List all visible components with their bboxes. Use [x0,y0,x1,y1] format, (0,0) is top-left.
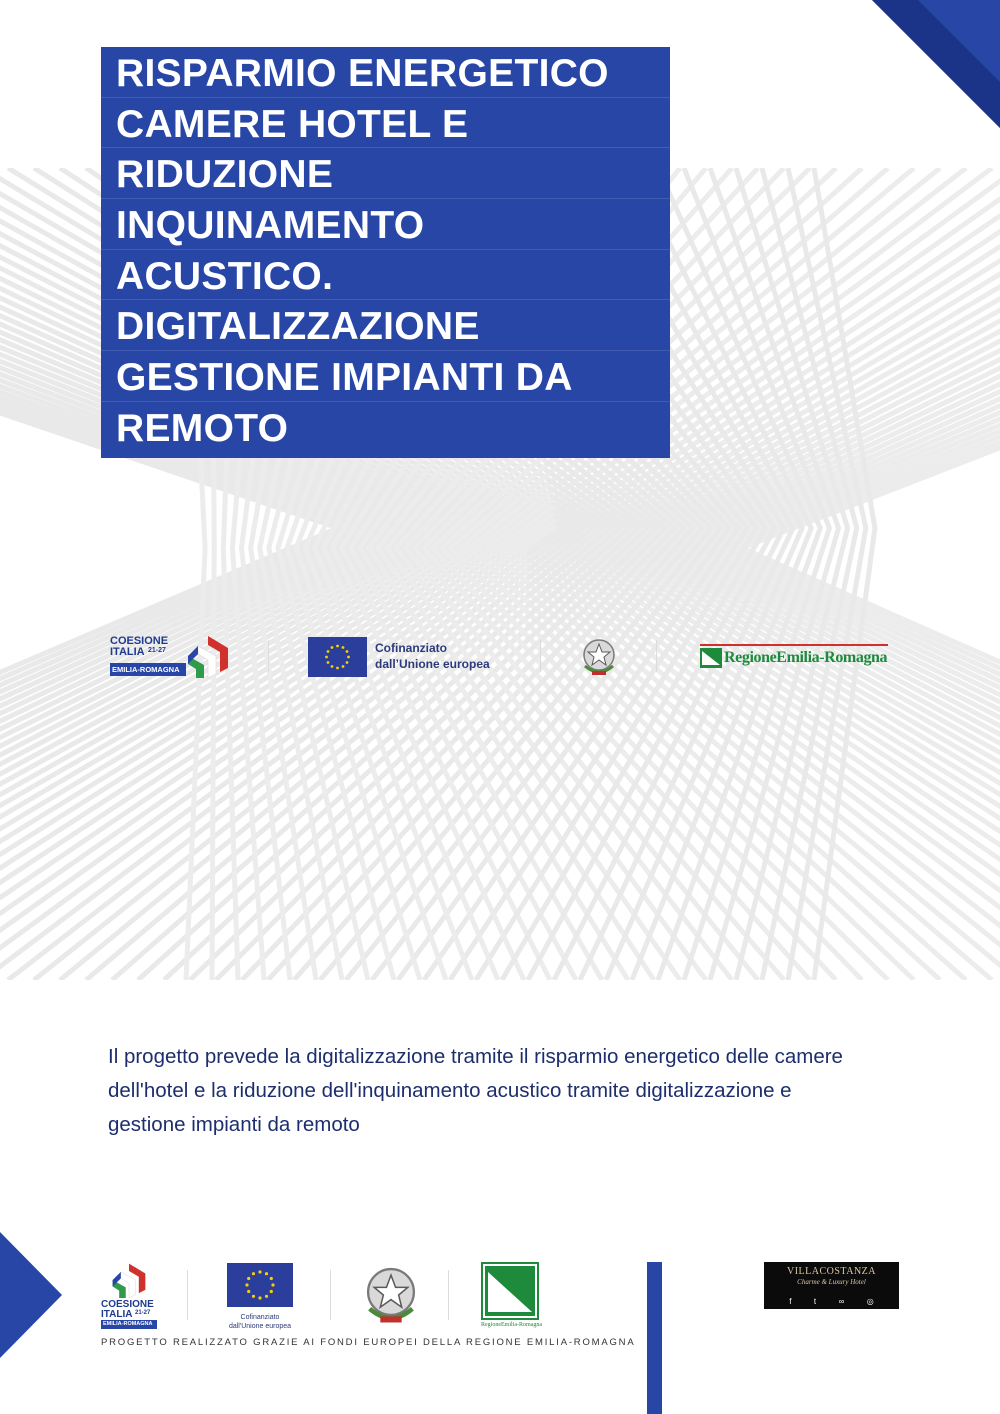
logo-divider [656,640,657,672]
coesione-line2: ITALIA [110,646,145,658]
footer-coesione-years: 21-27 [135,1310,151,1316]
footer-region-name: RegioneEmilia-Romagna [481,1322,542,1328]
hotel-tagline: Charme & Luxury Hotel [797,1278,866,1286]
coesione-line1: COESIONE [110,635,169,647]
funding-note: PROGETTO REALIZZATO GRAZIE AI FONDI EUROPEI DELLA REGIONE EMILIA-ROMAGNA [101,1337,636,1348]
title-line: INQUINAMENTO [101,199,670,250]
region-flag-icon [700,648,722,668]
footer-eu-line2: dall'Unione europea [228,1323,292,1330]
title-line: RISPARMIO ENERGETICO [101,47,670,98]
footer-coesione-line2: ITALIA [101,1309,133,1320]
left-arrow-decoration [0,1232,62,1358]
title-line: RIDUZIONE [101,148,670,199]
footer-vertical-bar [647,1262,662,1414]
hotel-social-icons [764,1297,899,1306]
footer-eu-logo [226,1263,296,1333]
instagram-icon[interactable]: ◎ [866,1297,874,1306]
footer-italian-republic-emblem-icon [362,1262,420,1328]
funding-logos-row [108,632,893,682]
tricolor-arrow-icon [186,634,230,678]
footer-logo-divider [330,1270,331,1320]
villa-costanza-hotel-logo [764,1262,899,1309]
eu-flag-icon [308,637,367,677]
coesione-region: EMILIA-ROMAGNA [110,663,186,676]
logo-divider [540,640,541,672]
region-flag-icon [481,1262,539,1320]
title-line: DIGITALIZZAZIONE [101,300,670,351]
italian-republic-emblem-icon [580,636,618,678]
project-description: Il progetto prevede la digitalizzazione tramite il risparmio energetico delle camere dell'hotel e la riduzione dell'inquinamento acustico tramite digitalizzazione e gestione impianti da remoto [108,1045,843,1136]
title-line: GESTIONE IMPIANTI DA [101,351,670,402]
region-red-stripe [700,644,888,646]
title-line: CAMERE HOTEL E [101,98,670,149]
tricolor-arrow-icon [111,1262,147,1298]
region-name: RegioneEmilia-Romagna [724,649,888,666]
hotel-name: VILLACOSTANZA [786,1266,877,1277]
project-title [101,47,670,458]
eu-cofunded-logo [308,637,518,677]
corner-triangle-decoration [872,0,1000,128]
footer-coesione-region: EMILIA-ROMAGNA [101,1320,157,1329]
regione-emilia-romagna-logo [700,644,890,672]
footer-coesione-logo [101,1262,161,1332]
footer-logo-divider [187,1270,188,1320]
facebook-icon[interactable]: f [789,1297,792,1306]
logo-divider [268,640,269,672]
footer-regione-logo [481,1262,542,1332]
tripadvisor-icon[interactable]: ∞ [838,1297,845,1306]
footer-eu-line1: Cofinanziato [240,1314,280,1321]
title-line: ACUSTICO. [101,250,670,301]
footer-logo-divider [448,1270,449,1320]
footer-coesione-line1: COESIONE [101,1299,154,1310]
coesione-italia-logo [108,632,233,682]
eu-caption-line2: dall’Unione europea [375,657,490,671]
eu-flag-icon [227,1263,293,1307]
eu-caption-line1: Cofinanziato [375,641,447,655]
title-line: REMOTO [116,406,289,450]
coesione-years: 21-27 [148,647,166,654]
twitter-icon[interactable]: t [813,1297,817,1306]
